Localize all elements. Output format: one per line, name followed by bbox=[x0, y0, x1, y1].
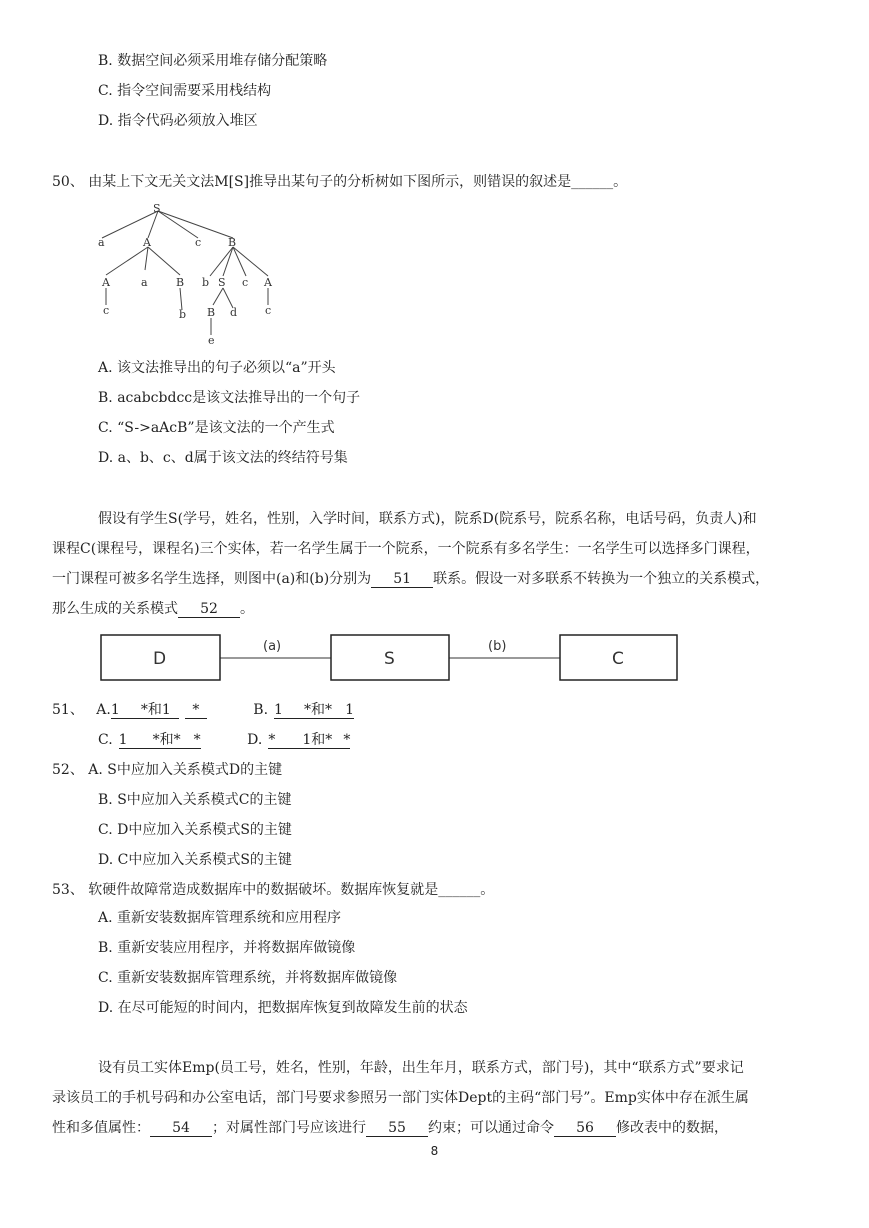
question-50-option-c: C. “S->aAcB”是该文法的一个产生式 bbox=[98, 420, 335, 436]
entity-d-label: D bbox=[153, 649, 167, 669]
paragraph-51-line-2: 课程C(课程号，课程名)三个实体，若一名学生属于一个院系，一个院系有多名学生：一名学生可以选择多门课程， bbox=[52, 541, 760, 557]
question-52-option-b: B. S中应加入关系模式C的主键 bbox=[98, 792, 292, 808]
tree-node: S bbox=[218, 276, 226, 289]
tree-node: A bbox=[143, 236, 151, 249]
paragraph-51-text: 。 bbox=[240, 601, 254, 617]
question-51-row-2 bbox=[98, 730, 350, 750]
paragraph-54-line-3 bbox=[52, 1118, 728, 1138]
paragraph-51-text: 那么生成的关系模式 bbox=[52, 601, 178, 617]
blank-55: 55 bbox=[366, 1120, 428, 1137]
blank-52: 52 bbox=[178, 601, 240, 618]
blank-51: 51 bbox=[371, 571, 433, 588]
tree-node: c bbox=[242, 276, 249, 289]
q51-option-a-part: * bbox=[185, 702, 207, 719]
question-53-option-d: D. 在尽可能短的时间内，把数据库恢复到故障发生前的状态 bbox=[98, 1000, 468, 1016]
q51-option-d-part: * bbox=[336, 732, 350, 749]
paragraph-54-text: 修改表中的数据， bbox=[616, 1120, 728, 1136]
parse-tree-diagram bbox=[90, 200, 290, 350]
paragraph-51-line-4 bbox=[52, 599, 254, 619]
blank-56: 56 bbox=[554, 1120, 616, 1137]
question-53-option-a: A. 重新安装数据库管理系统和应用程序 bbox=[98, 910, 342, 926]
q51-option-c-part: 1 bbox=[119, 732, 153, 749]
paragraph-51-line-3 bbox=[52, 569, 769, 589]
paragraph-54-text: 约束；可以通过命令 bbox=[428, 1120, 554, 1136]
question-50-option-d: D. a、b、c、d属于该文法的终结符号集 bbox=[98, 450, 348, 466]
q51-option-d-label: D. bbox=[247, 732, 263, 748]
q51-option-b-label: B. bbox=[253, 702, 269, 718]
question-53-stem: 53、 软硬件故障常造成数据库中的数据破坏。数据库恢复就是______。 bbox=[52, 882, 495, 898]
tree-node: S bbox=[153, 202, 161, 215]
q51-option-c-part: *和* bbox=[153, 732, 187, 749]
tree-node: e bbox=[208, 334, 215, 347]
paragraph-54-line-1: 设有员工实体Emp(员工号，姓名，性别，年龄，出生年月，联系方式，部门号)，其中“联系方式”要求记 bbox=[98, 1060, 744, 1076]
paragraph-51-text: 联系。假设一对多联系不转换为一个独立的关系模式， bbox=[433, 571, 770, 587]
option-b: B. 数据空间必须采用堆存储分配策略 bbox=[98, 53, 328, 69]
question-50-stem: 50、 由某上下文无关文法M[S]推导出某句子的分析树如下图所示，则错误的叙述是______。 bbox=[52, 174, 628, 190]
q51-option-b-part: 1 bbox=[274, 702, 304, 719]
q51-option-b-part: *和* bbox=[304, 702, 338, 719]
tree-node: B bbox=[228, 236, 237, 249]
question-51-number: 51、 bbox=[52, 702, 84, 718]
q51-option-c-part: * bbox=[187, 732, 201, 749]
q51-option-a-label: A. bbox=[96, 702, 111, 718]
question-52-option-d: D. C中应加入关系模式S的主键 bbox=[98, 852, 292, 868]
tree-node: b bbox=[202, 276, 210, 289]
page-number: 8 bbox=[430, 1144, 439, 1158]
q51-option-a-part: *和1 bbox=[141, 702, 179, 719]
question-52-option-a: 52、 A. S中应加入关系模式D的主键 bbox=[52, 762, 283, 778]
tree-node: A bbox=[102, 276, 110, 289]
q51-option-a-part: 1 bbox=[111, 702, 141, 719]
q51-option-c-label: C. bbox=[98, 732, 113, 748]
tree-node: c bbox=[265, 304, 272, 317]
tree-node: c bbox=[103, 304, 110, 317]
question-53-option-b: B. 重新安装应用程序，并将数据库做镜像 bbox=[98, 940, 356, 956]
relation-b-label: (b) bbox=[488, 639, 507, 654]
question-51-row-1 bbox=[52, 700, 354, 720]
question-52-option-c: C. D中应加入关系模式S的主键 bbox=[98, 822, 292, 838]
tree-node: a bbox=[98, 236, 105, 249]
question-53-option-c: C. 重新安装数据库管理系统，并将数据库做镜像 bbox=[98, 970, 398, 986]
option-c: C. 指令空间需要采用栈结构 bbox=[98, 83, 272, 99]
tree-node: A bbox=[264, 276, 272, 289]
tree-node: B bbox=[207, 306, 216, 319]
paragraph-51-text: 一门课程可被多名学生选择，则图中(a)和(b)分别为 bbox=[52, 571, 372, 587]
question-50-option-b: B. acabcbdcc是该文法推导出的一个句子 bbox=[98, 390, 361, 406]
er-diagram bbox=[100, 633, 680, 683]
paragraph-54-text: ；对属性部门号应该进行 bbox=[212, 1120, 366, 1136]
tree-node: a bbox=[141, 276, 148, 289]
tree-node: c bbox=[195, 236, 202, 249]
entity-s-label: S bbox=[384, 649, 395, 669]
paragraph-54-text: 性和多值属性： bbox=[52, 1120, 150, 1136]
blank-54: 54 bbox=[150, 1120, 212, 1137]
entity-c-label: C bbox=[612, 649, 624, 669]
q51-option-b-part: 1 bbox=[338, 702, 354, 719]
paragraph-54-line-2: 录该员工的手机号码和办公室电话，部门号要求参照另一部门实体Dept的主码“部门号”。Emp实体中存在派生属 bbox=[52, 1090, 749, 1106]
paragraph-51-line-1: 假设有学生S(学号，姓名，性别，入学时间，联系方式)，院系D(院系号，院系名称，电话号码，负责人)和 bbox=[98, 511, 757, 527]
q51-option-d-part: * bbox=[268, 732, 302, 749]
tree-node: B bbox=[176, 276, 185, 289]
question-50-option-a: A. 该文法推导出的句子必须以“a”开头 bbox=[98, 360, 336, 376]
option-d: D. 指令代码必须放入堆区 bbox=[98, 113, 258, 129]
tree-node: b bbox=[179, 308, 187, 321]
relation-a-label: (a) bbox=[263, 639, 282, 654]
tree-node: d bbox=[230, 306, 238, 319]
q51-option-d-part: 1和* bbox=[302, 732, 336, 749]
